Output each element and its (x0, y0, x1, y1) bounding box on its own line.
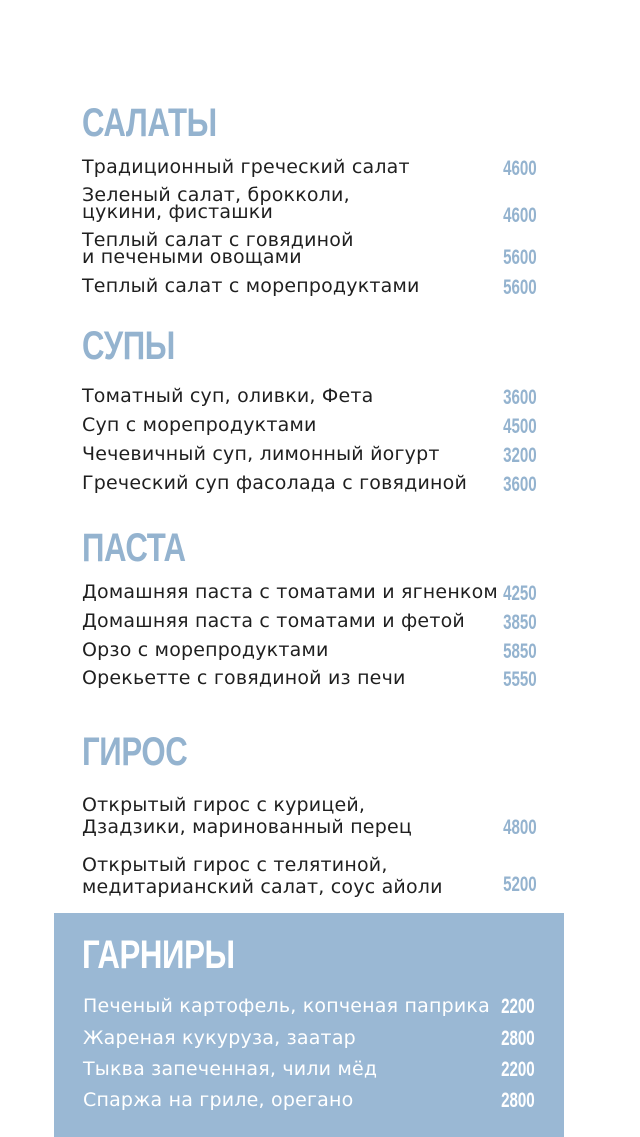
item-name: Традиционный греческий салат (82, 156, 410, 178)
item-price: 4250 (503, 582, 537, 605)
item-name: Тыква запеченная, чили мёд (83, 1058, 378, 1080)
item-name: Открытый гирос с курицей, Дзадзики, маринованный перец (82, 794, 412, 838)
item-name: Суп с морепродуктами (82, 414, 317, 436)
garnishes-panel (54, 913, 564, 1137)
item-name: Печеный картофель, копченая паприка (83, 995, 490, 1017)
item-name: Теплый салат с говядиной и печеными овощами (82, 229, 354, 268)
item-price: 4600 (503, 204, 537, 227)
item-price: 5550 (503, 668, 537, 691)
item-name: Жареная кукуруза, заатар (83, 1027, 356, 1049)
item-price: 4500 (503, 415, 537, 438)
item-price: 2800 (501, 1089, 535, 1112)
section-title-salads: САЛАТЫ (82, 101, 217, 145)
item-price: 5600 (503, 276, 537, 299)
item-name: Спаржа на гриле, орегано (83, 1089, 354, 1111)
item-name: Орзо с морепродуктами (82, 639, 329, 661)
item-name: Зеленый салат, брокколи, цукини, фисташки (82, 184, 350, 223)
item-price: 3600 (503, 473, 537, 496)
section-title-garnishes: ГАРНИРЫ (82, 933, 235, 977)
item-price: 3200 (503, 444, 537, 467)
section-title-soups: СУПЫ (82, 324, 175, 368)
item-name: Чечевичный суп, лимонный йогурт (82, 443, 440, 465)
item-price: 2200 (501, 1058, 535, 1081)
item-name: Томатный суп, оливки, Фета (82, 385, 374, 407)
item-price: 4800 (503, 816, 537, 839)
item-name: Домашняя паста с томатами и фетой (82, 610, 465, 632)
item-price: 5600 (503, 246, 537, 269)
section-title-pasta: ПАСТА (82, 526, 186, 570)
item-name: Открытый гирос с телятиной, медитарианский салат, соус айоли (82, 854, 443, 898)
item-price: 5850 (503, 640, 537, 663)
item-name: Теплый салат с морепродуктами (82, 275, 420, 297)
section-title-gyros: ГИРОС (82, 730, 188, 774)
item-price: 3850 (503, 611, 537, 634)
item-name: Домашняя паста с томатами и ягненком (82, 581, 498, 603)
item-price: 3600 (503, 386, 537, 409)
item-name: Орекьетте с говядиной из печи (82, 667, 406, 689)
item-price: 5200 (503, 873, 537, 896)
item-price: 4600 (503, 157, 537, 180)
item-name: Греческий суп фасолада с говядиной (82, 472, 468, 494)
item-price: 2800 (501, 1027, 535, 1050)
item-price: 2200 (501, 995, 535, 1018)
